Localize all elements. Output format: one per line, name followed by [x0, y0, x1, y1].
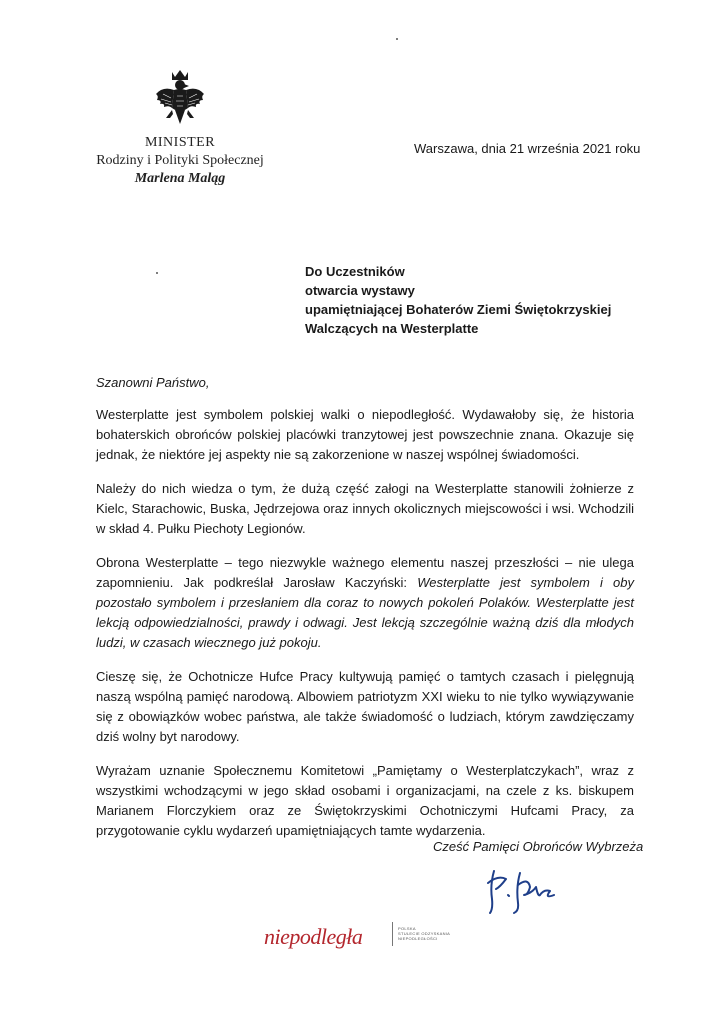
- footer-caption-line: NIEPODLEGŁOŚCI: [398, 936, 438, 941]
- kaczynski-quote: Westerplatte jest symbolem i oby pozostało symbolem i przesłaniem dla coraz to nowych pokoleń Polaków. Westerplatte jest lekcją odpowiedzialności, prawdy i odwagi. Jest lekcją szczególnie ważną dziś dla młodych ludzi, w czasach wiecznego już pokoju.: [96, 575, 634, 650]
- paragraph-2: Należy do nich wiedza o tym, że dużą część załogi na Westerplatte stanowili żołnierze z Kielc, Starachowic, Buska, Jędrzejowa oraz innych okolicznych miejscowości i wsi. Wchodzili w skład 4. Pułku Piechoty Legionów.: [96, 481, 634, 536]
- recipient-line: Walczących na Westerplatte: [305, 321, 479, 336]
- handwritten-signature-icon: [484, 865, 564, 915]
- polish-eagle-emblem-icon: [153, 68, 207, 132]
- recipient-block: [305, 262, 611, 338]
- ministry-title: MINISTER: [144, 135, 216, 150]
- paragraph-4: Cieszę się, że Ochotnicze Hufce Pracy kultywują pamięć o tamtych czasach i pielęgnują naszą wspólną pamięć narodową. Albowiem patriotyzm XXI wieku to nie tylko wywiązywanie się z obowiązków wobec państwa, ale także świadomość o ludziach, którym zawdzięczamy dziś wolny byt narodowy.: [96, 669, 634, 744]
- footer-caption-line: POLSKA: [398, 926, 416, 931]
- footer-logo-caption: [398, 926, 450, 941]
- niepodlegla-logo: niepodległa: [264, 924, 363, 949]
- minister-name: Marlena Maląg: [134, 171, 226, 186]
- recipient-line: Do Uczestników: [305, 264, 405, 279]
- letter-date: Warszawa, dnia 21 września 2021 roku: [414, 141, 641, 156]
- recipient-line: otwarcia wystawy: [305, 283, 415, 298]
- scan-speck: [396, 38, 398, 40]
- recipient-line: upamiętniającej Bohaterów Ziemi Świętokrzyskiej: [305, 302, 612, 317]
- ministry-department: Rodziny i Polityki Społecznej: [96, 153, 264, 168]
- paragraph-1: Westerplatte jest symbolem polskiej walki o niepodległość. Wydawałoby się, że historia bohaterskich obrońców polskiej placówki tranzytowej jest powszechnie znana. Okazuje się jednak, że niektóre jej aspekty nie są zakorzenione w naszej wspólnej świadomości.: [96, 407, 634, 462]
- scan-speck: [156, 272, 158, 274]
- paragraph-3: [96, 553, 634, 653]
- letter-body: [96, 405, 634, 855]
- paragraph-5: Wyrażam uznanie Społecznemu Komitetowi „Pamiętamy o Westerplatczykach”, wraz z wszystkimi wchodzącymi w jego skład osobami i organizacjami, na czele z ks. biskupem Marianem Florczykiem oraz ze Świętokrzyskimi Ochotniczymi Hufcami Pracy, za przygotowanie cyklu wydarzeń upamiętniających tamte wydarzenia.: [96, 763, 634, 838]
- closing-line: Cześć Pamięci Obrońców Wybrzeża: [433, 839, 644, 854]
- ministry-header: [80, 134, 280, 188]
- paragraph-3-text: Obrona Westerplatte – tego niezwykle ważnego elementu naszej przeszłości – nie ulega zapomnieniu. Jak podkreślał Jarosław Kaczyński:: [96, 555, 634, 590]
- salutation: Szanowni Państwo,: [96, 375, 210, 390]
- footer-caption-line: STULECIE ODZYSKANIA: [398, 931, 451, 936]
- footer-divider: [392, 922, 393, 946]
